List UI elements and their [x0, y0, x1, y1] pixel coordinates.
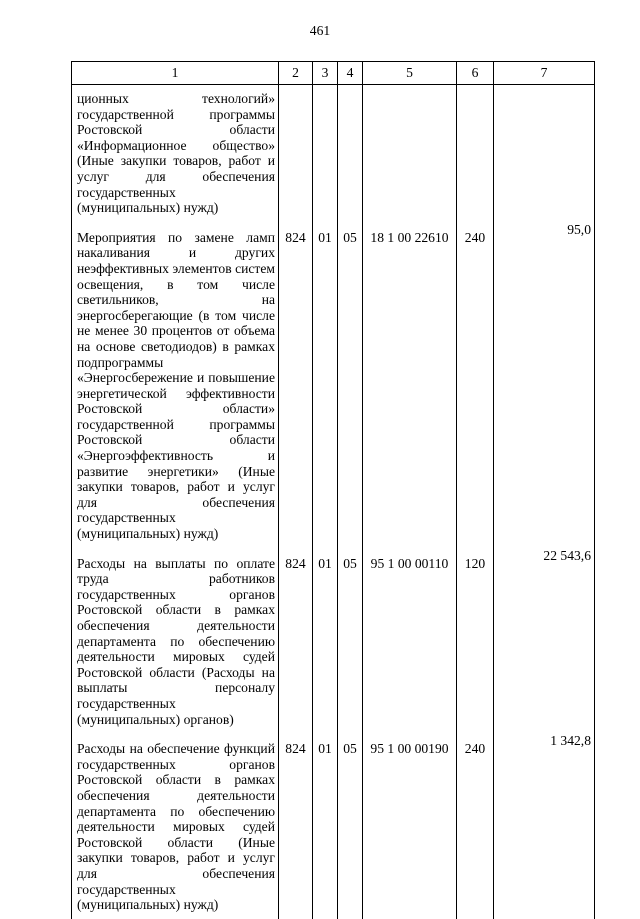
row-expense-type-code: 120 [457, 548, 494, 734]
header-col-1: 1 [72, 62, 279, 85]
header-col-3: 3 [313, 62, 338, 85]
row-amount: 22 543,6 [494, 548, 595, 734]
table-row [72, 548, 595, 734]
row-target-article-code: 95 1 00 00190 [363, 733, 457, 919]
row-subsection-code: 05 [338, 548, 363, 734]
header-row [72, 62, 595, 85]
row-amount: 1 342,8 [494, 733, 595, 919]
row-target-article-code: 18 1 00 22610 [363, 222, 457, 548]
row-target-article-code [363, 85, 457, 222]
row-department-code: 824 [279, 222, 313, 548]
row-description: Мероприятия по замене ламп накаливания и других неэффективных элементов систем освещения, в том числе светильников, на энергосберегающие (в том числе не менее 30 процентов от объема на основе светодиодов) в рамках подпрограммы «Энергосбережение и повышение энергетической эффективности Ростовской области» государственной программы Ростовской области «Энергоэффективность и развитие энергетики» (Иные закупки товаров, работ и услуг для обеспечения государственных (муниципальных) нужд) [72, 222, 279, 548]
row-amount: 95,0 [494, 222, 595, 548]
header-col-2: 2 [279, 62, 313, 85]
table-row [72, 222, 595, 548]
budget-table [71, 61, 595, 919]
table-header [72, 62, 595, 85]
row-expense-type-code: 240 [457, 733, 494, 919]
row-department-code: 824 [279, 548, 313, 734]
row-target-article-code: 95 1 00 00110 [363, 548, 457, 734]
table-row [72, 733, 595, 919]
row-expense-type-code [457, 85, 494, 222]
row-subsection-code: 05 [338, 733, 363, 919]
row-amount [494, 85, 595, 222]
row-description: Расходы на выплаты по оплате труда работников государственных органов Ростовской области в рамках обеспечения деятельности департамента по обеспечению деятельности мировых судей Ростовской области (Расходы на выплаты персоналу государственных (муниципальных) органов) [72, 548, 279, 734]
header-col-5: 5 [363, 62, 457, 85]
row-subsection-code [338, 85, 363, 222]
row-section-code: 01 [313, 222, 338, 548]
table-row [72, 85, 595, 222]
header-col-6: 6 [457, 62, 494, 85]
row-department-code [279, 85, 313, 222]
page-number: 461 [309, 23, 331, 38]
row-description: ционных технологий» государственной программы Ростовской области «Информационное общество» (Иные закупки товаров, работ и услуг для обеспечения государственных (муниципальных) нужд) [72, 85, 279, 222]
row-description: Расходы на обеспечение функций государственных органов Ростовской области в рамках обеспечения деятельности департамента по обеспечению деятельности мировых судей Ростовской области (Иные закупки товаров, работ и услуг для обеспечения государственных (муниципальных) нужд) [72, 733, 279, 919]
row-department-code: 824 [279, 733, 313, 919]
row-subsection-code: 05 [338, 222, 363, 548]
header-col-7: 7 [494, 62, 595, 85]
row-expense-type-code: 240 [457, 222, 494, 548]
row-section-code: 01 [313, 548, 338, 734]
row-section-code [313, 85, 338, 222]
row-section-code: 01 [313, 733, 338, 919]
header-col-4: 4 [338, 62, 363, 85]
